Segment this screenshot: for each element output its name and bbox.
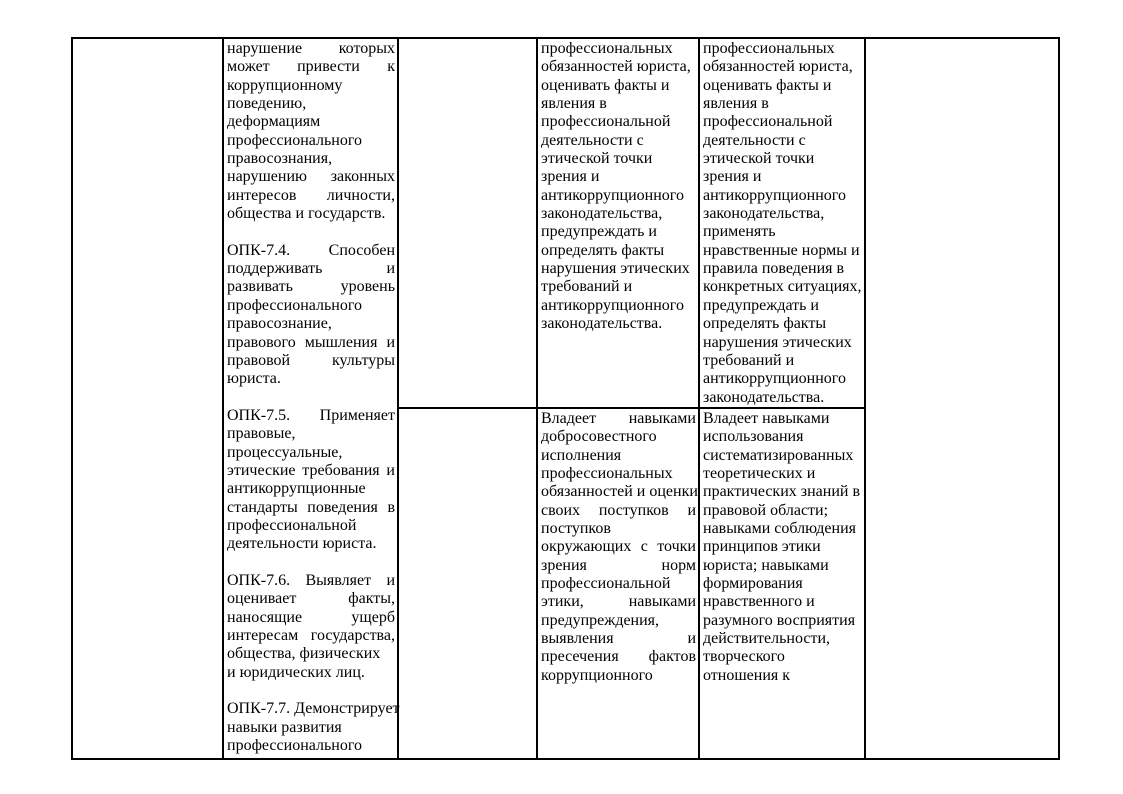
text-line: использования bbox=[703, 428, 804, 446]
text-line: определять факты bbox=[541, 241, 665, 259]
text-line: ОПК-7.4. Способен bbox=[227, 241, 395, 259]
text-line: юриста; навыками bbox=[703, 556, 829, 574]
text-line: законодательства. bbox=[541, 315, 663, 333]
text-line: зрения норм bbox=[541, 556, 696, 574]
text-line: оценивать факты и bbox=[703, 76, 832, 94]
text-line: деятельности с bbox=[541, 131, 644, 149]
text-line: деятельности с bbox=[703, 131, 806, 149]
text-line: процессуальные, bbox=[227, 443, 343, 461]
text-line: законодательства, bbox=[541, 205, 663, 223]
text-line: предупреждать и bbox=[541, 223, 657, 241]
text-line: отношения к bbox=[703, 666, 791, 684]
text-line: и юридических лиц. bbox=[227, 663, 365, 681]
text-line: наносящие ущерб bbox=[227, 608, 395, 626]
text-line: развивать уровень bbox=[227, 278, 395, 296]
text-line: навыками соблюдения bbox=[703, 519, 856, 537]
text-line: профессиональной bbox=[541, 113, 671, 131]
table-cell-descriptor-b-row2 bbox=[699, 408, 865, 759]
text-line: профессиональных bbox=[541, 40, 673, 57]
text-line: интересов личности, bbox=[227, 186, 395, 204]
text-line: явления в bbox=[703, 95, 769, 113]
text-line: теоретических и bbox=[703, 464, 816, 482]
text-line: Владеет навыками bbox=[541, 409, 696, 427]
text-line bbox=[227, 223, 395, 241]
text-line: нарушения этических bbox=[541, 260, 690, 278]
text-line: ОПК-7.5. Применяет bbox=[227, 406, 395, 424]
text-line: нравственные нормы и bbox=[703, 241, 860, 259]
text-line: этические требования и bbox=[227, 461, 395, 479]
table-cell-mid-empty-row1 bbox=[398, 38, 537, 408]
text-line bbox=[227, 554, 395, 572]
text-line bbox=[227, 682, 395, 700]
text-line: коррупционному bbox=[227, 76, 343, 94]
text-line: разумного восприятия bbox=[703, 611, 856, 629]
table-cell-descriptor-a-row1 bbox=[537, 38, 699, 408]
text-line: явления в bbox=[541, 95, 607, 113]
text-line: определять факты bbox=[703, 315, 827, 333]
text-line: профессионального bbox=[227, 296, 363, 314]
text-line: ОПК-7.7. Демонстрирует bbox=[227, 700, 400, 718]
text-line: законодательства. bbox=[703, 388, 825, 406]
text-line: профессиональных bbox=[541, 464, 673, 482]
text-line: обязанностей и оценки bbox=[541, 483, 698, 501]
text-line: поддерживать и bbox=[227, 260, 395, 278]
text-line: оценивает факты, bbox=[227, 590, 395, 608]
text-line: окружающих с точки bbox=[541, 538, 696, 556]
text-line: поведению, bbox=[227, 95, 307, 113]
text-line: выявления и bbox=[541, 630, 696, 647]
table-cell-descriptor-b-row1 bbox=[699, 38, 865, 408]
text-line: конкретных ситуациях, bbox=[703, 278, 862, 296]
text-line: предупреждения, bbox=[541, 611, 660, 629]
text-line: требований и bbox=[541, 278, 633, 296]
competency-table bbox=[71, 37, 1060, 760]
text-line: зрения и bbox=[703, 168, 762, 186]
text-line: требований и bbox=[703, 351, 795, 369]
text-line: правовые, bbox=[227, 425, 296, 443]
text-line: стандарты поведения в bbox=[227, 498, 395, 516]
text-line: творческого bbox=[703, 648, 785, 666]
text-line: зрения и bbox=[541, 168, 600, 186]
text-line: правовой культуры bbox=[227, 351, 395, 369]
text-line: профессиональной bbox=[541, 574, 671, 592]
table-cell-right-empty bbox=[865, 38, 1059, 759]
text-line: коррупционного bbox=[541, 666, 653, 684]
text-line: обязанностей юриста, bbox=[703, 58, 853, 76]
text-line: формирования bbox=[703, 574, 803, 592]
text-line: может привести к bbox=[227, 58, 395, 76]
text-line: антикоррупционного bbox=[541, 296, 684, 314]
table-cell-left-empty bbox=[72, 38, 223, 759]
text-line: практических знаний в bbox=[703, 483, 860, 501]
text-line: юриста. bbox=[227, 370, 281, 388]
text-line: добросовестного bbox=[541, 428, 657, 446]
text-line: профессиональной bbox=[227, 516, 357, 534]
text-line: законодательства, bbox=[703, 205, 825, 223]
text-line: правила поведения в bbox=[703, 260, 845, 278]
text-line: принципов этики bbox=[703, 538, 821, 556]
text-line: поступков bbox=[541, 519, 611, 537]
text-line: Владеет навыками bbox=[703, 409, 830, 427]
text-line: пресечения фактов bbox=[541, 648, 696, 666]
text-line: профессионального bbox=[227, 737, 363, 755]
text-line: исполнения bbox=[541, 446, 622, 464]
text-line: навыки развития bbox=[227, 718, 342, 736]
text-line: этической точки bbox=[703, 150, 815, 168]
text-line bbox=[227, 389, 395, 407]
text-line: правосознания, bbox=[227, 150, 333, 168]
text-line: систематизированных bbox=[703, 446, 854, 464]
text-line: нарушение которых bbox=[227, 40, 395, 57]
text-line: ОПК-7.6. Выявляет и bbox=[227, 571, 395, 589]
text-line: профессиональной bbox=[703, 113, 833, 131]
text-line: применять bbox=[703, 223, 776, 241]
text-line: правового мышления и bbox=[227, 333, 395, 351]
text-line: нарушения этических bbox=[703, 333, 852, 351]
text-line: этической точки bbox=[541, 150, 653, 168]
text-line: антикоррупционные bbox=[227, 480, 366, 498]
text-line: нравственного и bbox=[703, 593, 815, 611]
text-line: действительности, bbox=[703, 630, 831, 647]
text-line: своих поступков и bbox=[541, 501, 696, 519]
text-line: общества и государств. bbox=[227, 205, 386, 223]
text-line: предупреждать и bbox=[703, 296, 819, 314]
text-line: интересам государства, bbox=[227, 627, 395, 644]
table-cell-competency-codes bbox=[223, 38, 398, 759]
text-line: нарушению законных bbox=[227, 168, 395, 186]
text-line: этики, навыками bbox=[541, 593, 696, 611]
text-line: профессионального bbox=[227, 131, 363, 149]
table-cell-mid-empty-row2 bbox=[398, 408, 537, 759]
text-line: антикоррупционного bbox=[703, 370, 846, 388]
text-line: обязанностей юриста, bbox=[541, 58, 691, 76]
text-line: антикоррупционного bbox=[703, 186, 846, 204]
text-line: правовой области; bbox=[703, 501, 829, 519]
text-line: деятельности юриста. bbox=[227, 535, 377, 553]
text-line: антикоррупционного bbox=[541, 186, 684, 204]
text-line: оценивать факты и bbox=[541, 76, 670, 94]
text-line: правосознание, bbox=[227, 315, 332, 333]
table-cell-descriptor-a-row2 bbox=[537, 408, 699, 759]
text-line: деформациям bbox=[227, 113, 321, 131]
text-line: общества, физических bbox=[227, 645, 381, 663]
text-line: профессиональных bbox=[703, 40, 835, 57]
